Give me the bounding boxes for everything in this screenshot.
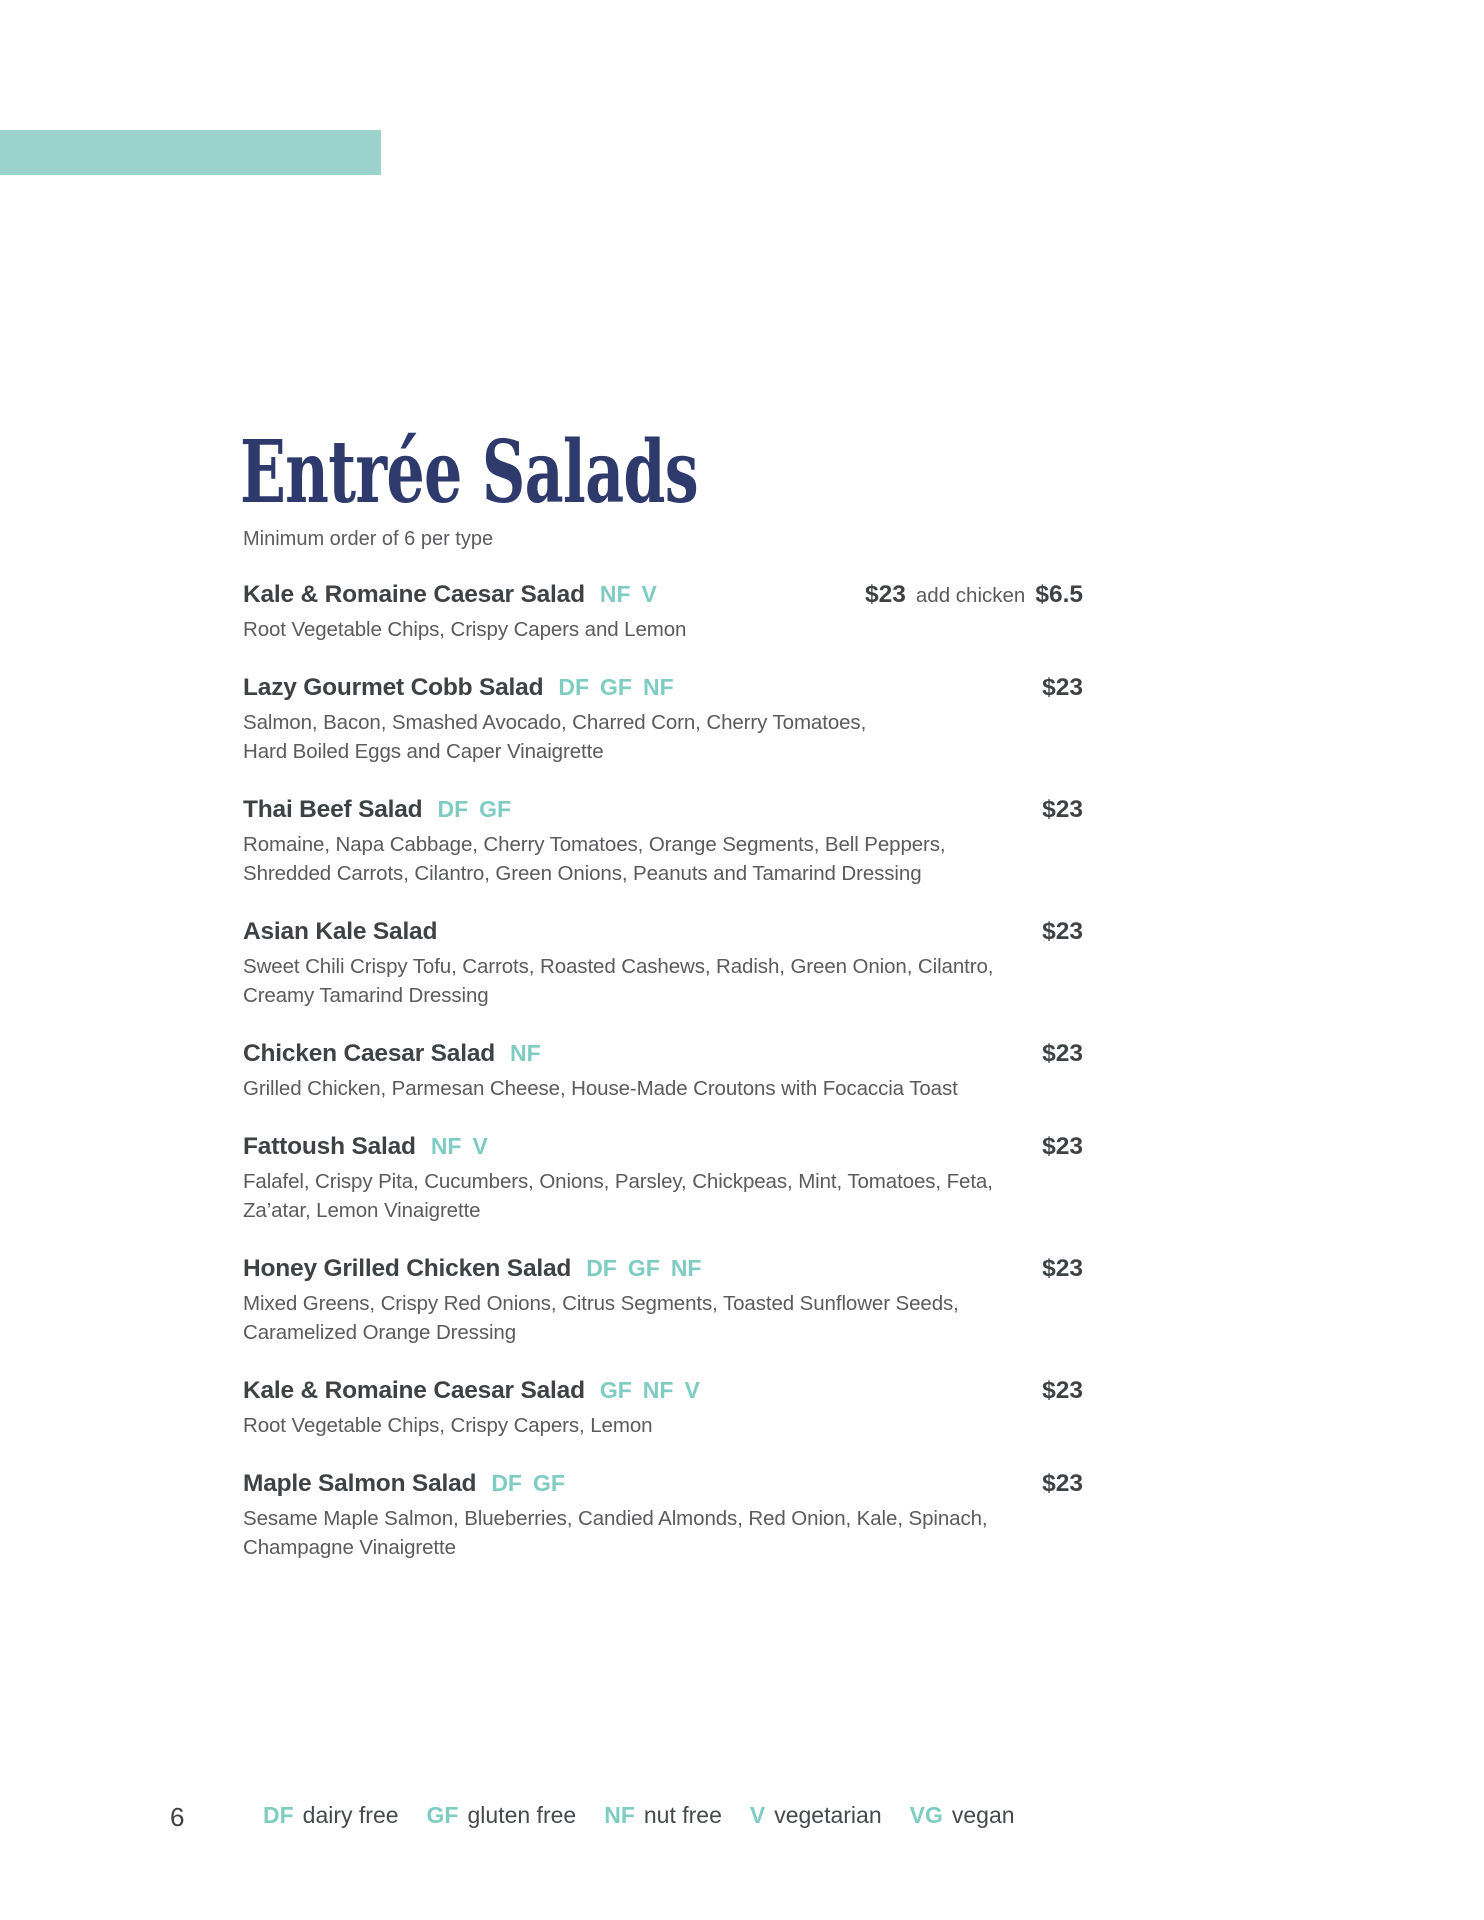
- menu-item-price-group: [1042, 1255, 1083, 1283]
- item-description-line: Salmon, Bacon, Smashed Avocado, Charred Corn, Cherry Tomatoes,: [243, 711, 867, 734]
- item-description-line: Caramelized Orange Dressing: [243, 1321, 517, 1344]
- menu-item-description: [243, 1504, 1083, 1562]
- menu-item: [243, 1133, 1083, 1225]
- menu-item-header: [243, 1040, 1083, 1068]
- item-description-line: Mixed Greens, Crispy Red Onions, Citrus Segments, Toasted Sunflower Seeds,: [243, 1292, 959, 1315]
- diet-tag: NF: [430, 1133, 462, 1159]
- menu-item-price-group: [1042, 1470, 1083, 1498]
- item-description-line: Champagne Vinaigrette: [243, 1536, 456, 1559]
- diet-tag: GF: [532, 1470, 565, 1496]
- menu-item-price: $23: [1042, 796, 1083, 823]
- menu-item-price: $23: [1042, 1377, 1083, 1404]
- legend-tag: NF: [604, 1802, 635, 1828]
- menu-item-price: $23: [865, 581, 906, 608]
- menu-items: [243, 581, 1083, 1592]
- menu-item-name: Asian Kale Salad: [243, 918, 438, 945]
- menu-item-price: $23: [1042, 1040, 1083, 1067]
- legend-entry: [910, 1802, 1015, 1829]
- diet-tag: GF: [599, 1377, 632, 1403]
- diet-tags: [600, 1377, 700, 1404]
- menu-item-header: [243, 581, 1083, 609]
- diet-tag: GF: [627, 1255, 660, 1281]
- addon-label: add chicken: [915, 584, 1026, 607]
- page-title-text: Entrée Salads: [240, 421, 698, 523]
- menu-item-name: Kale & Romaine Caesar Salad: [243, 1377, 585, 1404]
- menu-item-price-group: [1042, 1133, 1083, 1161]
- diet-tag: NF: [642, 674, 674, 700]
- diet-tag: NF: [510, 1040, 541, 1066]
- diet-tags: [437, 796, 511, 823]
- menu-item-description: [243, 615, 1083, 644]
- item-description-line: Shredded Carrots, Cilantro, Green Onions, Peanuts and Tamarind Dressing: [243, 862, 922, 885]
- legend-tag: V: [749, 1802, 766, 1828]
- menu-item-description: [243, 830, 1083, 888]
- menu-item-header: [243, 1470, 1083, 1498]
- item-description-line: Romaine, Napa Cabbage, Cherry Tomatoes, Orange Segments, Bell Peppers,: [243, 833, 946, 856]
- diet-tag: V: [684, 1377, 700, 1403]
- diet-tag: NF: [599, 581, 631, 607]
- menu-item-title-group: [243, 674, 674, 702]
- item-description-line: Sweet Chili Crispy Tofu, Carrots, Roasted Cashews, Radish, Green Onion, Cilantro,: [243, 955, 994, 978]
- diet-tag: V: [472, 1133, 488, 1159]
- legend-label: vegan: [951, 1802, 1015, 1828]
- menu-item-title-group: [243, 918, 452, 946]
- legend-label: vegetarian: [774, 1802, 882, 1828]
- legend-tag: GF: [426, 1802, 459, 1828]
- menu-item: [243, 1255, 1083, 1347]
- menu-item-price: $23: [1042, 1133, 1083, 1160]
- menu-item-name: Thai Beef Salad: [243, 796, 423, 823]
- diet-tag: NF: [642, 1377, 674, 1403]
- menu-item-name: Honey Grilled Chicken Salad: [243, 1255, 572, 1282]
- item-description-line: Za’atar, Lemon Vinaigrette: [243, 1199, 481, 1222]
- menu-item-price-group: [865, 581, 1083, 609]
- page-number: 6: [170, 1802, 185, 1832]
- diet-tag: NF: [670, 1255, 702, 1281]
- item-description-line: Grilled Chicken, Parmesan Cheese, House-Made Croutons with Focaccia Toast: [243, 1077, 958, 1100]
- item-description-line: Root Vegetable Chips, Crispy Capers, Lemon: [243, 1414, 653, 1437]
- menu-item-header: [243, 918, 1083, 946]
- menu-item-price-group: [1042, 796, 1083, 824]
- diet-tag: DF: [586, 1255, 617, 1281]
- legend-tag: DF: [263, 1802, 294, 1828]
- diet-tag: DF: [437, 796, 469, 822]
- menu-item-name: Maple Salmon Salad: [243, 1470, 477, 1497]
- menu-item-title-group: [243, 1470, 565, 1498]
- menu-item-description: [243, 952, 1083, 1010]
- menu-item-title-group: [243, 581, 657, 609]
- legend-label: dairy free: [302, 1802, 399, 1828]
- diet-legend: [263, 1802, 1015, 1829]
- item-description-line: Hard Boiled Eggs and Caper Vinaigrette: [243, 740, 604, 763]
- page-title: [240, 421, 894, 523]
- diet-tag: DF: [558, 674, 590, 700]
- diet-tag: GF: [600, 674, 632, 700]
- menu-item-price-group: [1042, 1377, 1083, 1405]
- diet-tags: [586, 1255, 701, 1282]
- legend-entry: [427, 1802, 577, 1829]
- legend-tag: VG: [909, 1802, 943, 1828]
- menu-item-price: $23: [1042, 918, 1083, 945]
- menu-item-header: [243, 796, 1083, 824]
- menu-item: [243, 1470, 1083, 1562]
- diet-tags: [510, 1040, 541, 1067]
- menu-item-description: [243, 1074, 1083, 1103]
- menu-item: [243, 918, 1083, 1010]
- menu-item: [243, 1377, 1083, 1440]
- menu-item-price: $23: [1042, 1470, 1083, 1497]
- menu-item-title-group: [243, 1133, 488, 1161]
- menu-item-price-group: [1042, 1040, 1083, 1068]
- menu-item-title-group: [243, 1255, 701, 1283]
- diet-tags: [491, 1470, 565, 1497]
- accent-bar: [0, 130, 381, 175]
- diet-tag: V: [641, 581, 657, 607]
- menu-item-price: $23: [1042, 1255, 1083, 1282]
- menu-item-name: Kale & Romaine Caesar Salad: [243, 581, 585, 608]
- menu-item: [243, 796, 1083, 888]
- menu-item-name: Lazy Gourmet Cobb Salad: [243, 674, 544, 701]
- item-description-line: Root Vegetable Chips, Crispy Capers and Lemon: [243, 618, 687, 641]
- menu-item-header: [243, 674, 1083, 702]
- menu-item-header: [243, 1377, 1083, 1405]
- menu-item-header: [243, 1133, 1083, 1161]
- diet-tag: DF: [491, 1470, 522, 1496]
- addon-price: $6.5: [1035, 581, 1083, 608]
- menu-item-description: [243, 1289, 1083, 1347]
- menu-item: [243, 581, 1083, 644]
- diet-tags: [431, 1133, 488, 1160]
- menu-item-title-group: [243, 796, 511, 824]
- menu-item-title-group: [243, 1377, 700, 1405]
- menu-item-price-group: [1042, 918, 1083, 946]
- diet-tags: [558, 674, 673, 701]
- menu-item-name: Fattoush Salad: [243, 1133, 416, 1160]
- menu-item-price-group: [1042, 674, 1083, 702]
- menu-item-description: [243, 708, 1083, 766]
- menu-item-description: [243, 1411, 1083, 1440]
- diet-tag: GF: [479, 796, 512, 822]
- legend-entry: [263, 1802, 399, 1829]
- menu-item-description: [243, 1167, 1083, 1225]
- menu-item-header: [243, 1255, 1083, 1283]
- item-description-line: Sesame Maple Salmon, Blueberries, Candied Almonds, Red Onion, Kale, Spinach,: [243, 1507, 988, 1530]
- diet-tags: [600, 581, 657, 608]
- menu-item: [243, 1040, 1083, 1103]
- menu-item-title-group: [243, 1040, 541, 1068]
- item-description-line: Creamy Tamarind Dressing: [243, 984, 489, 1007]
- legend-label: gluten free: [467, 1802, 577, 1828]
- legend-entry: [750, 1802, 882, 1829]
- legend-entry: [604, 1802, 722, 1829]
- menu-item: [243, 674, 1083, 766]
- legend-label: nut free: [643, 1802, 722, 1828]
- minimum-order-note: Minimum order of 6 per type: [243, 528, 494, 550]
- menu-item-price: $23: [1042, 674, 1083, 701]
- menu-item-name: Chicken Caesar Salad: [243, 1040, 496, 1067]
- item-description-line: Falafel, Crispy Pita, Cucumbers, Onions, Parsley, Chickpeas, Mint, Tomatoes, Feta,: [243, 1170, 993, 1193]
